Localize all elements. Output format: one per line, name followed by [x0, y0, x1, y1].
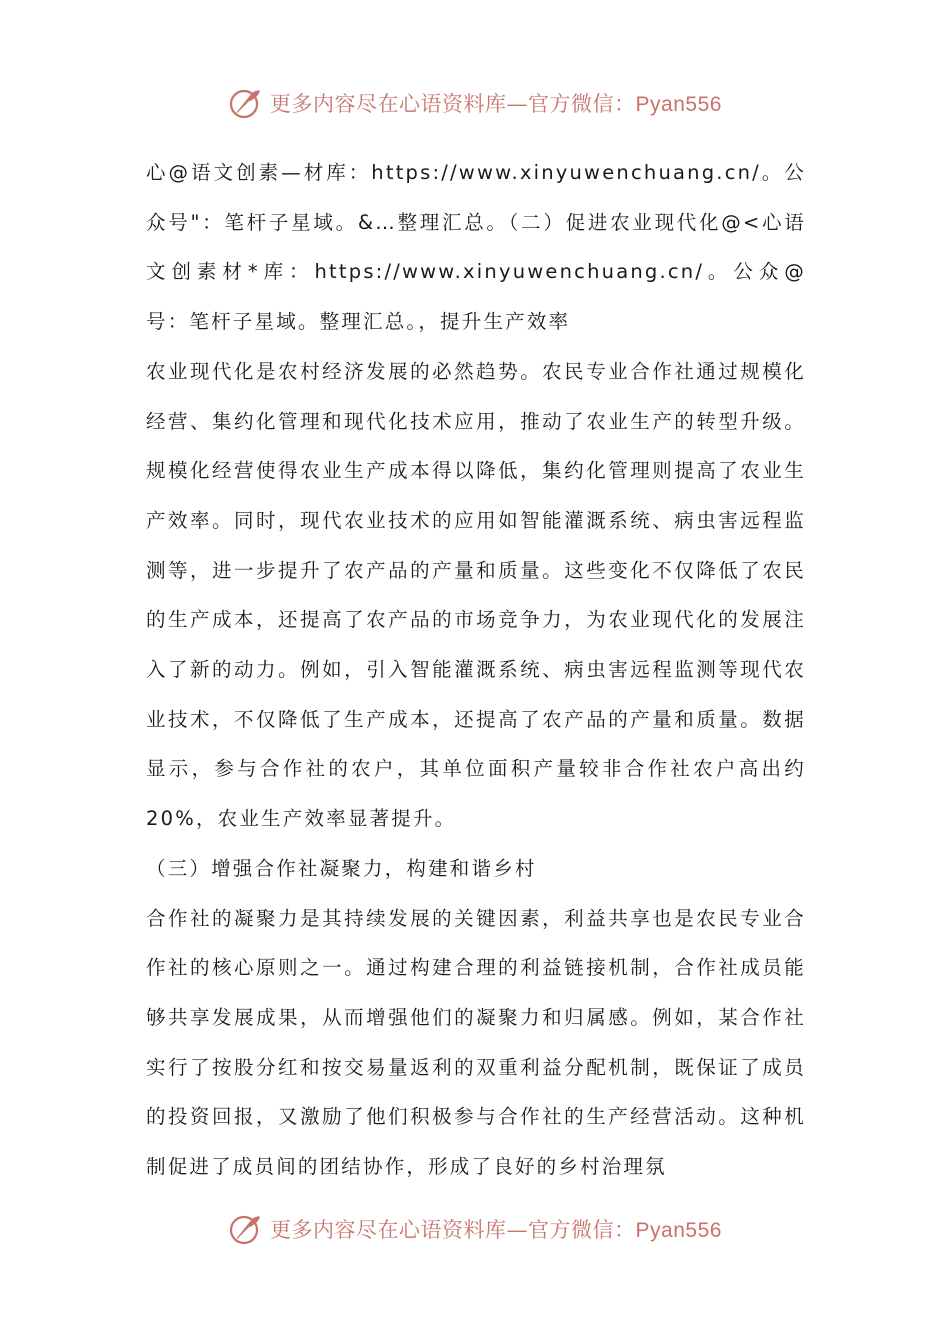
paragraph-2: 农业现代化是农村经济发展的必然趋势。农民专业合作社通过规模化经营、集约化管理和现代化技术应用，推动了农业生产的转型升级。规模化经营使得农业生产成本得以降低，集约化管理则提高了农业生产效率。同时，现代农业技术的应用如智能灌溉系统、病虫害远程监测等，进一步提升了农产品的产量和质量。这些变化不仅降低了农民的生产成本，还提高了农产品的市场竞争力，为农业现代化的发展注入了新的动力。例如，引入智能灌溉系统、病虫害远程监测等现代农业技术，不仅降低了生产成本，还提高了农产品的产量和质量。数据显示，参与合作社的农户，其单位面积产量较非合作社农户高出约20%，农业生产效率显著提升。	[146, 359, 806, 831]
header-banner	[0, 78, 950, 128]
quill-logo-icon	[228, 85, 264, 121]
paragraph-1: 心@语文创素—材库：https://www.xinyuwenchuang.cn/。公众号"：笔杆子星域。&…整理汇总。（二）促进农业现代化@<心语文创素材*库：https://www.xinyuwenchuang.cn/。公众@号：笔杆子星域。整理汇总。，提升生产效率	[146, 161, 806, 334]
footer-banner	[0, 1204, 950, 1254]
footer-slogan: 更多内容尽在心语资料库—官方微信：Pyan556	[270, 1218, 722, 1242]
header-slogan: 更多内容尽在心语资料库—官方微信：Pyan556	[270, 92, 722, 116]
paragraph-3: 合作社的凝聚力是其持续发展的关键因素，利益共享也是农民专业合作社的核心原则之一。通过构建合理的利益链接机制，合作社成员能够共享发展成果，从而增强他们的凝聚力和归属感。例如，某合作社实行了按股分红和按交易量返利的双重利益分配机制，既保证了成员的投资回报，又激励了他们积极参与合作社的生产经营活动。这种机制促进了成员间的团结协作，形成了良好的乡村治理氛	[146, 906, 806, 1179]
quill-logo-icon	[228, 1211, 264, 1247]
document-body	[146, 148, 806, 1192]
section-heading: （三）增强合作社凝聚力，构建和谐乡村	[146, 856, 537, 880]
footer-wechat-id: Pyan556	[635, 1219, 722, 1242]
header-wechat-id: Pyan556	[635, 93, 722, 116]
